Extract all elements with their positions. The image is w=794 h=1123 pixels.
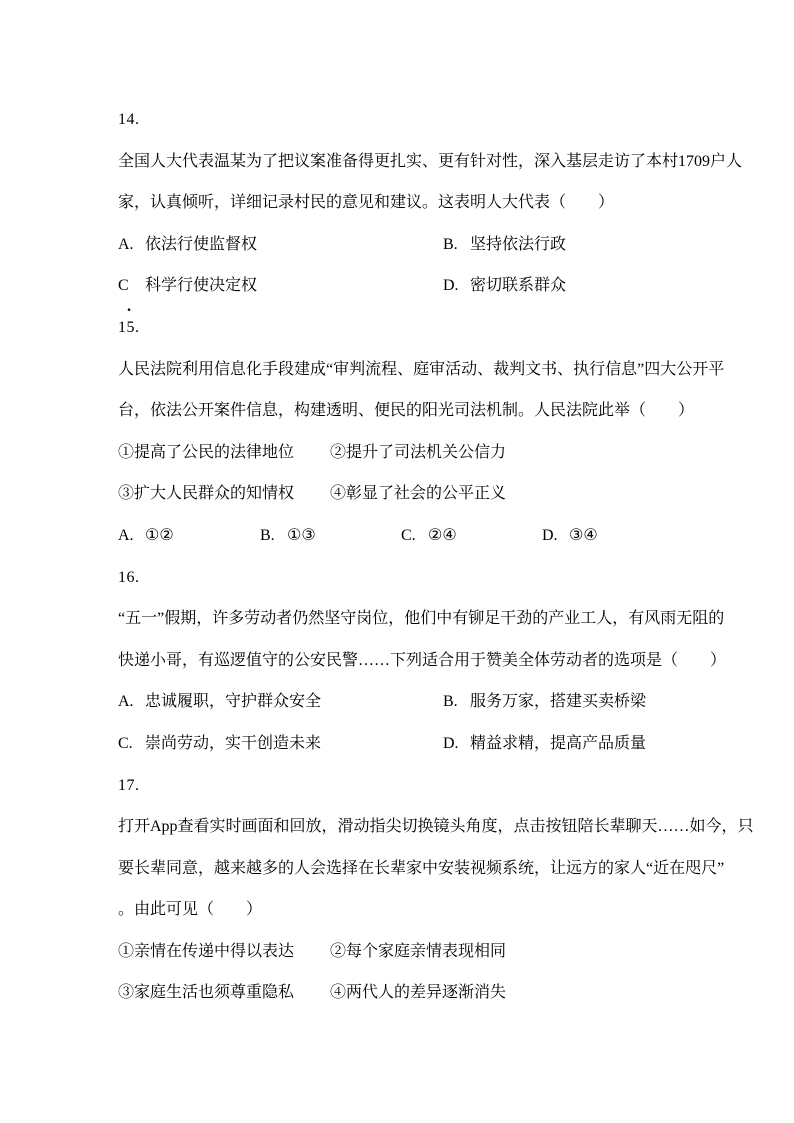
q15-answer-d-text: ③④ [569,526,598,544]
q15-answer-a [118,526,174,546]
q17-item-2: ②每个家庭亲情表现相同 [330,942,507,960]
q15-item-3: ③扩大人民群众的知情权 [118,485,295,503]
q17-stem-line-1: 打开App查看实时画面和回放，滑动指尖切换镜头角度，点击按钮陪长辈聊天……如今，只 [118,818,754,836]
q16-option-d-label: D. [443,734,459,752]
q16-option-c-text: 崇尚劳动，实干创造未来 [145,734,322,752]
q15-stem-line-1: 人民法院利用信息化手段建成“审判流程、庭审活动、裁判文书、执行信息”四大公开平 [118,360,725,378]
q15-items-row-1 [118,443,676,485]
q16-stem-line-2: 快递小哥，有巡逻值守的公安民警……下列适合用于赞美全体劳动者的选项是（ ） [118,651,727,669]
q16-option-a-text: 忠诚履职，守护群众安全 [145,693,322,711]
q15-answers-row [118,526,676,568]
document-body [118,110,754,1025]
q16-option-b-label: B. [443,693,458,711]
q14-option-c-stray-period: . [127,298,131,316]
q16-stem-line-1: “五一”假期，许多劳动者仍然坚守岗位，他们中有铆足干劲的产业工人，有风雨无阻的 [118,610,725,628]
q16-options-row-ab [118,692,676,734]
q15-answer-a-text: ①② [145,526,174,544]
q16-number: 16. [118,568,140,586]
q17-stem-line-3: 。由此可见（ ） [118,901,263,919]
q14-option-a-text: 依法行使监督权 [145,235,258,253]
q17-number: 17. [118,776,140,794]
q16-option-b-text: 服务万家，搭建买卖桥梁 [470,693,647,711]
q16-option-c [118,734,321,754]
q15-answer-c-label: C. [401,526,416,544]
q14-option-c-text: 科学行使决定权 [145,277,258,295]
q14-options-row-cd [118,276,676,318]
q15-number: 15. [118,318,140,336]
q17-item-4: ④两代人的差异逐渐消失 [330,984,507,1002]
q14-option-b-label: B. [443,235,458,253]
q14-stem-line-2: 家，认真倾听，详细记录村民的意见和建议。这表明人大代表（ ） [118,194,615,212]
q14-option-d-label: D. [443,277,459,295]
q17-stem-line-2: 要长辈同意，越来越多的人会选择在长辈家中安装视频系统，让远方的家人“近在咫尺” [118,859,725,877]
q16-options-row-cd [118,734,676,776]
q15-answer-b [260,526,316,546]
q15-answer-b-label: B. [260,526,275,544]
q15-item-1: ①提高了公民的法律地位 [118,443,295,461]
q17-item-1: ①亲情在传递中得以表达 [118,942,295,960]
q14-number: 14. [118,111,140,128]
q15-answer-d-label: D. [542,526,558,544]
q16-option-a [118,692,321,712]
q16-option-c-label: C. [118,734,133,752]
q16-option-b [443,692,646,712]
q14-option-d-text: 密切联系群众 [470,277,567,295]
q14-options-row-ab [118,235,676,277]
q17-item-3: ③家庭生活也须尊重隐私 [118,984,295,1002]
q14-option-c-label: C [118,277,129,295]
q15-items-row-2 [118,484,676,526]
q14-option-d [443,276,566,296]
q15-answer-c-text: ②④ [428,526,457,544]
q15-answer-a-label: A. [118,526,134,544]
q16-option-a-label: A. [118,693,134,711]
q14-option-a [118,235,257,255]
q15-item-4: ④彰显了社会的公平正义 [330,485,507,503]
q15-answer-c [401,526,457,546]
q17-items-row-1 [118,942,676,984]
q14-stem-line-1: 全国人大代表温某为了把议案准备得更扎实、更有针对性，深入基层走访了本村1709户人 [118,152,743,170]
q14-option-c [118,276,257,296]
q17-items-row-2 [118,983,676,1025]
q14-option-a-label: A. [118,235,134,253]
q16-option-d-text: 精益求精，提高产品质量 [470,734,647,752]
q16-option-d [443,734,646,754]
q15-answer-d [542,526,598,546]
q15-answer-b-text: ①③ [287,526,316,544]
q15-item-2: ②提升了司法机关公信力 [330,443,507,461]
q14-option-b-text: 坚持依法行政 [470,235,567,253]
q15-stem-line-2: 台，依法公开案件信息，构建透明、便民的阳光司法机制。人民法院此举（ ） [118,402,695,420]
q14-option-b [443,235,566,255]
